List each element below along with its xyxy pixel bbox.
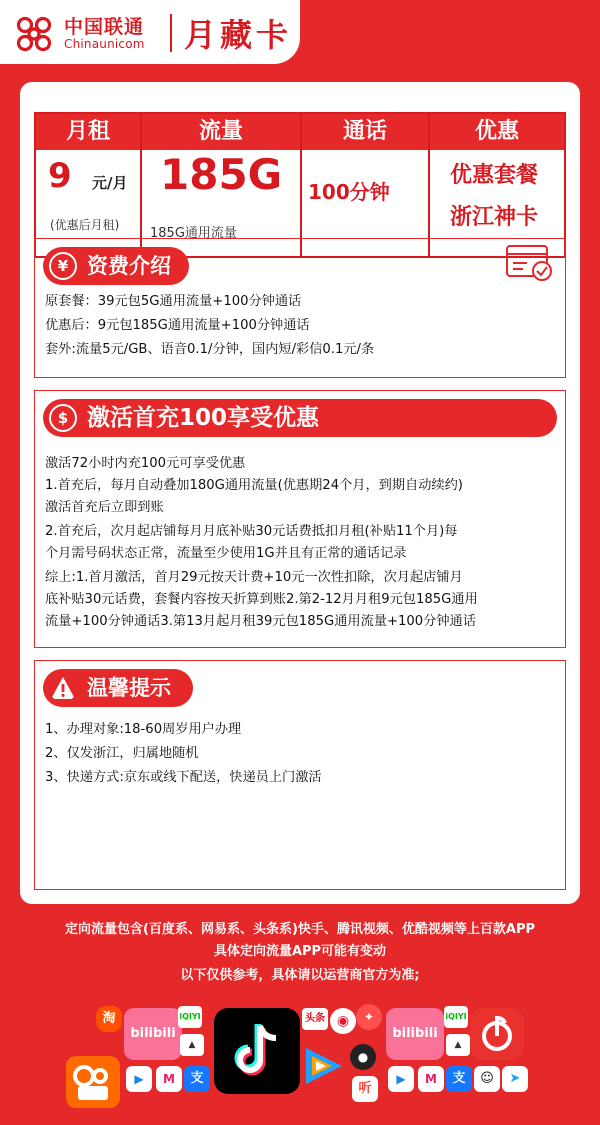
promo-line-2: 浙江神卡 [450, 205, 539, 230]
activation-title: 激活首充100享受优惠 [87, 405, 320, 431]
qq-app-icon: ☺ [474, 1066, 500, 1092]
tips-line: 3、快递方式:京东或线下配送，快递员上门激活 [45, 770, 322, 785]
fees-line: 优惠后：9元包185G通用流量+100分钟通话 [45, 318, 310, 333]
fees-line: 原套餐：39元包5G通用流量+100分钟通话 [45, 294, 302, 309]
alipay-app-icon-2: 支 [446, 1066, 472, 1092]
header-calls: 通话 [342, 119, 387, 144]
tips-title: 温馨提示 [87, 676, 171, 700]
toutiao-app-icon: 头条 [302, 1008, 328, 1030]
tencent-video-small-icon-2: ▶ [388, 1066, 414, 1092]
fees-badge [43, 247, 189, 285]
brand-name-cn: 中国联通 [64, 16, 145, 38]
header-divider [170, 14, 172, 52]
netease-app-icon: ● [350, 1044, 376, 1070]
data-value: 185G [160, 150, 283, 199]
price-unit: 元/月 [92, 174, 128, 192]
price-value: 9 [48, 156, 72, 196]
douyin-app-icon [214, 1008, 300, 1094]
china-unicom-logo-icon [14, 14, 54, 54]
tips-badge [43, 669, 193, 707]
header-promo: 优惠 [474, 119, 519, 144]
warning-icon [49, 674, 77, 702]
listen-app-icon: 听 [352, 1076, 378, 1102]
bill-check-icon [505, 243, 555, 283]
weibo-app-icon: ◉ [330, 1008, 356, 1034]
activation-line: 激活首充后立即到账 [45, 500, 164, 515]
tencent-video-app-icon [300, 1044, 346, 1088]
bilibili-app-icon-2: bilibili [386, 1008, 444, 1060]
promo-line-1: 优惠套餐 [450, 163, 539, 188]
data-note: 185G通用流量 [150, 226, 237, 241]
cctv-app-icon-2: ▲ [446, 1034, 470, 1056]
header-logo-area [0, 0, 300, 64]
mgtv-app-icon-2: M [418, 1066, 444, 1092]
dollar-refresh-icon: $ [49, 404, 77, 432]
iqiyi-app-icon: iQIYI [178, 1006, 202, 1028]
qq-browser-app-icon: ➤ [502, 1066, 528, 1092]
brand-name-en: Chinaunicom [64, 37, 145, 51]
activation-line: 流量+100分钟通话3.第13月起月租39元包185G通用流量+100分钟通话 [45, 614, 476, 629]
activation-section [34, 390, 566, 648]
call-value: 100分钟 [308, 180, 390, 204]
activation-line: 2.首充后，次月起店铺每月月底补贴30元话费抵扣月租(补贴11个月)每 [45, 524, 458, 539]
alipay-app-icon: 支 [184, 1066, 210, 1092]
iqiyi-app-icon-2: iQIYI [444, 1006, 468, 1028]
table-divider [428, 114, 430, 256]
taobao-app-icon: 淘 [96, 1006, 122, 1032]
header-data: 流量 [198, 119, 243, 144]
activation-badge [43, 399, 557, 437]
cctv-app-icon: ▲ [180, 1034, 204, 1056]
activation-line: 激活72小时内充100元可享受优惠 [45, 456, 246, 471]
tencent-video-small-icon: ▶ [126, 1066, 152, 1092]
fees-title: 资费介绍 [87, 254, 171, 278]
header [0, 0, 600, 64]
pricing-table [34, 112, 566, 258]
footer-line-2: 具体定向流量APP可能有变动 [213, 944, 387, 959]
app-icons-row [0, 1000, 600, 1112]
activation-line: 个月需号码状态正常，流量至少使用1G并且有正常的通话记录 [45, 546, 407, 561]
activation-line: 底补贴30元话费，套餐内容按天折算到账2.第2-12月月租9元包185G通用 [45, 592, 478, 607]
activation-line: 1.首充后，每月自动叠加180G通用流量(优惠期24个月，到期自动续约) [45, 478, 463, 493]
price-note: (优惠后月租) [50, 218, 120, 232]
bilibili-app-icon: bilibili [124, 1008, 182, 1060]
tips-line: 2、仅发浙江，归属地随机 [45, 746, 199, 761]
tips-section [34, 660, 566, 890]
yen-icon: ¥ [49, 252, 77, 280]
footer-line-1: 定向流量包含(百度系、网易系、头条系)快手、腾讯视频、优酷视频等上百款APP [65, 922, 535, 937]
tips-line: 1、办理对象:18-60周岁用户办理 [45, 722, 242, 737]
netease-music-app-icon [470, 1008, 524, 1060]
kuaishou-app-icon [66, 1056, 120, 1108]
pinduoduo-app-icon: ✦ [356, 1004, 382, 1030]
fees-section [34, 238, 566, 378]
table-divider [300, 114, 302, 256]
footer-line-3: 以下仅供参考，具体请以运营商官方为准; [180, 968, 420, 983]
main-panel [20, 82, 580, 904]
fees-line: 套外:流量5元/GB、语音0.1/分钟，国内短/彩信0.1元/条 [45, 342, 375, 357]
header-monthly-fee: 月租 [65, 119, 110, 144]
mgtv-app-icon: M [156, 1066, 182, 1092]
page-title: 月藏卡 [184, 16, 293, 54]
table-divider [140, 114, 142, 256]
activation-line: 综上:1.首月激活，首月29元按天计费+10元一次性扣除，次月起店铺月 [45, 570, 463, 585]
